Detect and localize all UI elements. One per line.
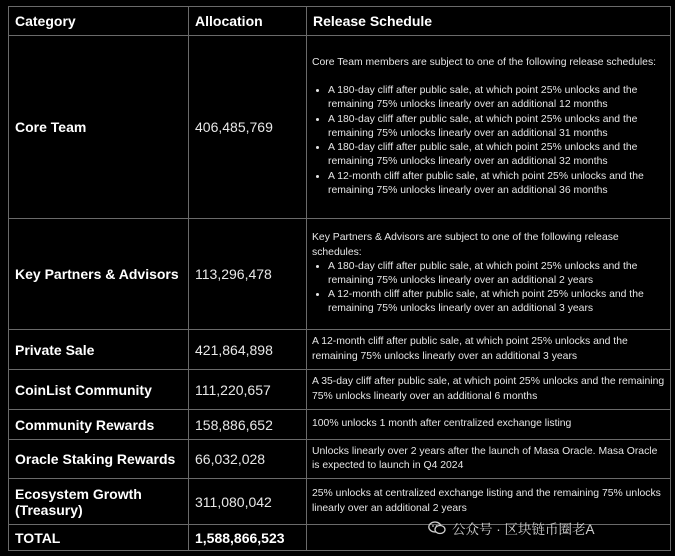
schedule-cell (307, 219, 671, 330)
schedule-item: • A 12-month cliff after public sale, at which point 25% unlocks and the remaining 75% unlocks linearly over an additional 3 years (328, 288, 666, 316)
schedule-intro: Key Partners & Advisors are subject to one of the following release schedules: (312, 232, 619, 258)
watermark (428, 518, 595, 538)
header-allocation: Allocation (189, 7, 307, 36)
category-cell: Key Partners & Advisors (9, 219, 189, 330)
schedule-list (312, 260, 666, 317)
watermark-text: 公众号 · 区块链币圈老A (452, 522, 595, 537)
header-row (9, 7, 671, 36)
table-row (9, 370, 671, 410)
category-cell: Private Sale (9, 330, 189, 370)
allocation-cell: 406,485,769 (189, 36, 307, 219)
allocation-cell: 111,220,657 (189, 370, 307, 410)
schedule-item: • A 12-month cliff after public sale, at which point 25% unlocks and the remaining 75% unlocks linearly over an additional 36 months (328, 170, 666, 198)
category-cell: Ecosystem Growth (Treasury) (9, 479, 189, 525)
schedule-item: • A 180-day cliff after public sale, at which point 25% unlocks and the remaining 75% unlocks linearly over an additional 12 months (328, 84, 666, 112)
table-row (9, 219, 671, 330)
allocation-cell: 113,296,478 (189, 219, 307, 330)
table-row (9, 440, 671, 479)
wechat-logo-icon (428, 521, 446, 535)
schedule-item: • A 180-day cliff after public sale, at which point 25% unlocks and the remaining 75% unlocks linearly over an additional 2 years (328, 260, 666, 288)
category-cell: Community Rewards (9, 410, 189, 440)
token-allocation-table (8, 6, 671, 551)
header-release-schedule: Release Schedule (307, 7, 671, 36)
schedule-cell (307, 36, 671, 219)
schedule-item: • A 180-day cliff after public sale, at which point 25% unlocks and the remaining 75% unlocks linearly over an additional 32 months (328, 141, 666, 169)
schedule-cell: Unlocks linearly over 2 years after the launch of Masa Oracle. Masa Oracle is expected to launch in Q4 2024 (307, 440, 671, 479)
header-category: Category (9, 7, 189, 36)
schedule-list (312, 84, 666, 198)
schedule-cell: 100% unlocks 1 month after centralized exchange listing (307, 410, 671, 440)
schedule-item: • A 180-day cliff after public sale, at which point 25% unlocks and the remaining 75% unlocks linearly over an additional 31 months (328, 113, 666, 141)
schedule-intro: Core Team members are subject to one of the following release schedules: (312, 57, 657, 69)
table-row (9, 410, 671, 440)
allocation-cell: 158,886,652 (189, 410, 307, 440)
category-cell: Core Team (9, 36, 189, 219)
schedule-cell: A 12-month cliff after public sale, at which point 25% unlocks and the remaining 75% unlocks linearly over an additional 3 years (307, 330, 671, 370)
allocation-cell: 311,080,042 (189, 479, 307, 525)
table-row (9, 330, 671, 370)
table-row (9, 36, 671, 219)
schedule-cell: 25% unlocks at centralized exchange listing and the remaining 75% unlocks linearly over an additional 2 years (307, 479, 671, 525)
total-value: 1,588,866,523 (189, 525, 307, 551)
total-label: TOTAL (9, 525, 189, 551)
allocation-cell: 421,864,898 (189, 330, 307, 370)
category-cell: Oracle Staking Rewards (9, 440, 189, 479)
category-cell: CoinList Community (9, 370, 189, 410)
schedule-cell: A 35-day cliff after public sale, at which point 25% unlocks and the remaining 75% unlocks linearly over an additional 6 months (307, 370, 671, 410)
allocation-cell: 66,032,028 (189, 440, 307, 479)
